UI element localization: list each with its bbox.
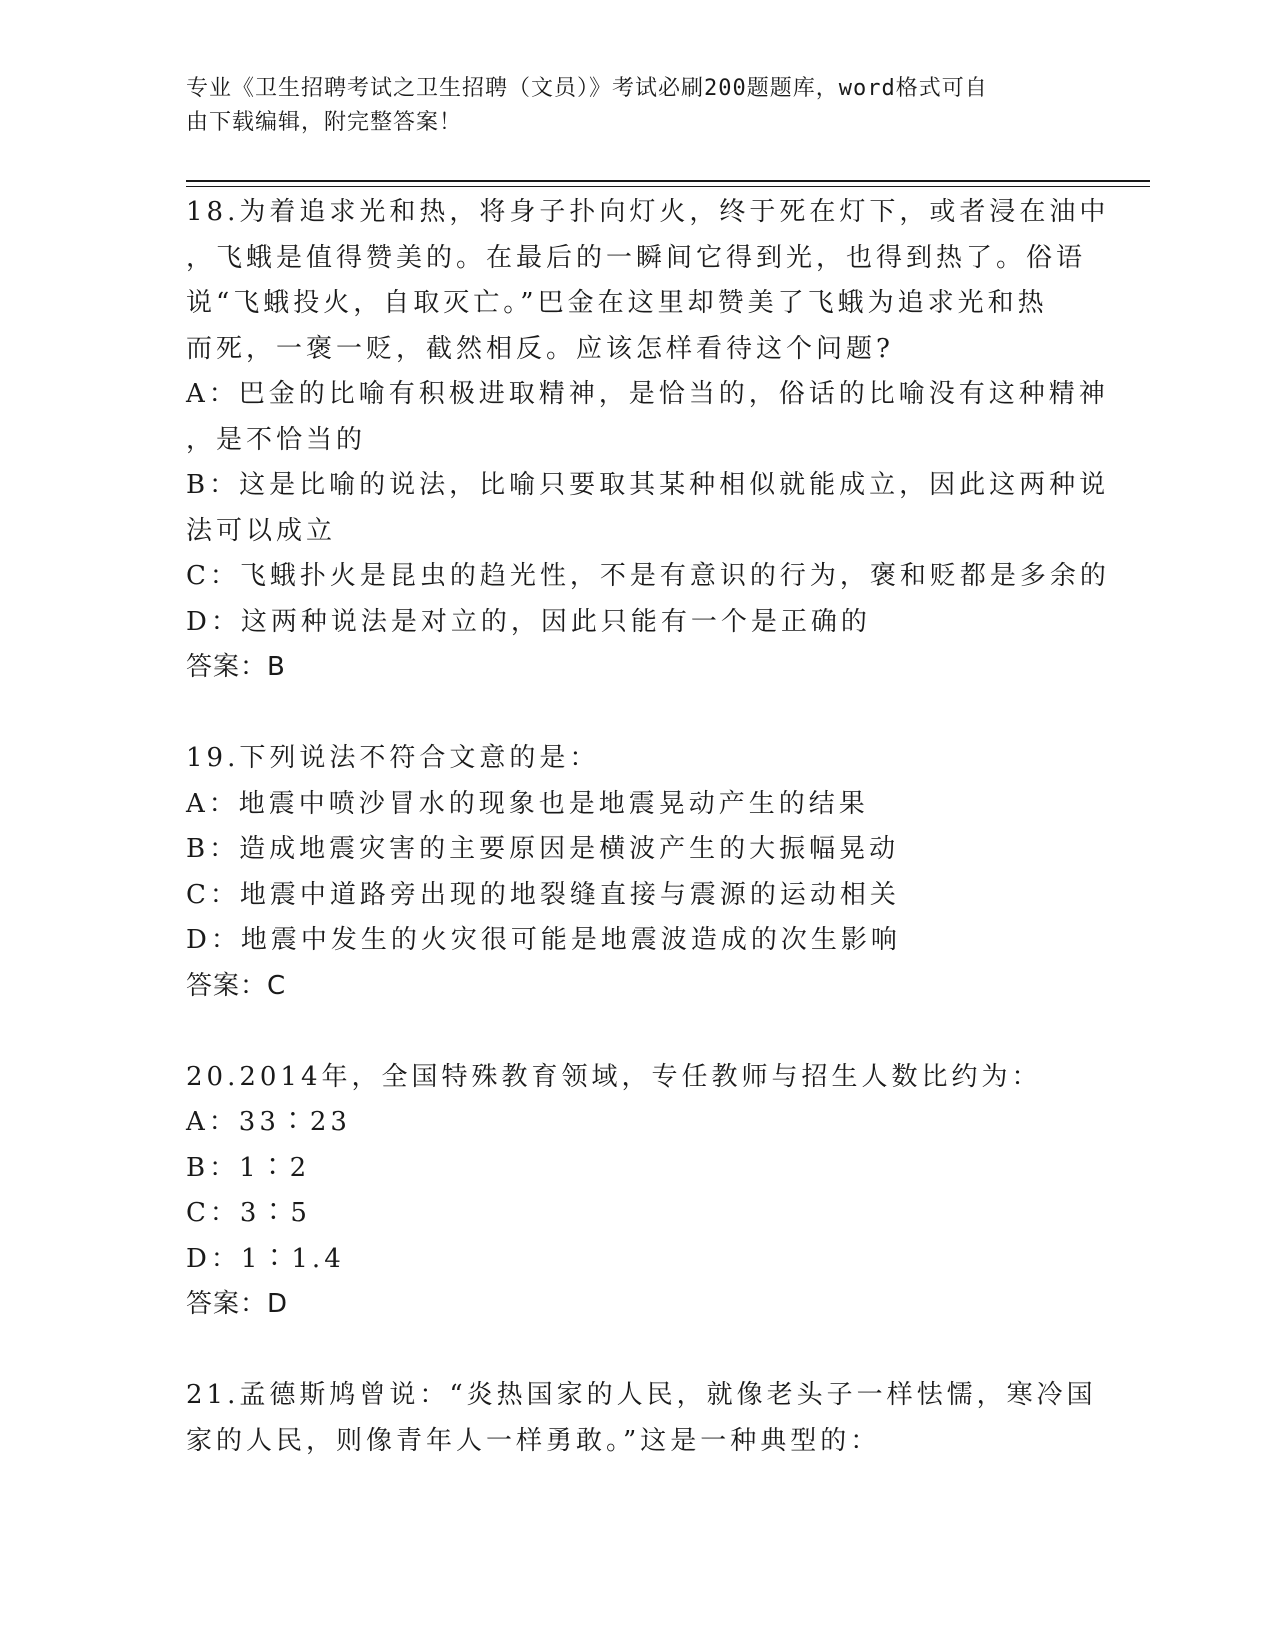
question-text-line: 家的人民，则像青年人一样勇敢。”这是一种典型的： — [186, 1425, 881, 1456]
header-line-1: 专业《卫生招聘考试之卫生招聘（文员）》考试必刷200题题库，word格式可自 — [186, 76, 988, 101]
option-c: C：地震中道路旁出现的地裂缝直接与震源的运动相关 — [186, 879, 900, 910]
question-text-line: ，飞蛾是值得赞美的。在最后的一瞬间它得到光，也得到热了。俗语 — [186, 242, 1087, 273]
question-21 — [186, 1373, 1097, 1464]
question-19 — [186, 736, 1086, 1009]
option-b: B：造成地震灾害的主要原因是横波产生的大振幅晃动 — [186, 834, 900, 864]
question-text-line: 说“飞蛾投火，自取灭亡。”巴金在这里却赞美了飞蛾为追求光和热 — [186, 288, 1048, 318]
option-c: C：飞蛾扑火是昆虫的趋光性，不是有意识的行为，褒和贬都是多余的 — [186, 561, 1110, 591]
answer-label: 答案：C — [186, 970, 287, 1001]
option-a: A：巴金的比喻有积极进取精神，是恰当的，俗话的比喻没有这种精神 — [186, 379, 1109, 409]
question-18 — [186, 190, 1110, 691]
option-a: A：地震中喷沙冒水的现象也是地震晃动产生的结果 — [186, 788, 869, 819]
answer-label: 答案：D — [186, 1289, 289, 1319]
header-line-2: 由下载编辑，附完整答案！ — [186, 110, 463, 135]
question-text-line: 19.下列说法不符合文意的是： — [186, 743, 600, 773]
option-d: D：这两种说法是对立的，因此只能有一个是正确的 — [186, 606, 871, 637]
question-20 — [186, 1055, 1086, 1328]
answer-label: 答案：B — [186, 652, 286, 682]
option-b-continued: 法可以成立 — [186, 515, 337, 546]
option-a: A：33∶23 — [186, 1107, 351, 1137]
option-b: B：1∶2 — [186, 1152, 311, 1183]
header-divider-thin — [186, 186, 1150, 187]
document-header — [186, 72, 1066, 140]
question-list — [186, 190, 1110, 1510]
header-divider-thick — [186, 180, 1150, 182]
question-text-line: 20.2014年，全国特殊教育领域，专任教师与招生人数比约为： — [186, 1061, 1042, 1092]
question-text-line: 而死，一褒一贬，截然相反。应该怎样看待这个问题? — [186, 333, 894, 364]
option-d: D：1∶1.4 — [186, 1243, 345, 1274]
option-b: B：这是比喻的说法，比喻只要取其某种相似就能成立，因此这两种说 — [186, 470, 1110, 500]
question-text-line: 18.为着追求光和热，将身子扑向灯火，终于死在灯下，或者浸在油中 — [186, 197, 1110, 227]
option-a-continued: ，是不恰当的 — [186, 424, 367, 455]
option-d: D：地震中发生的火灾很可能是地震波造成的次生影响 — [186, 925, 901, 955]
question-text-line: 21.孟德斯鸠曾说：“炎热国家的人民，就像老头子一样怯懦，寒冷国 — [186, 1380, 1097, 1410]
option-c: C：3∶5 — [186, 1198, 311, 1228]
